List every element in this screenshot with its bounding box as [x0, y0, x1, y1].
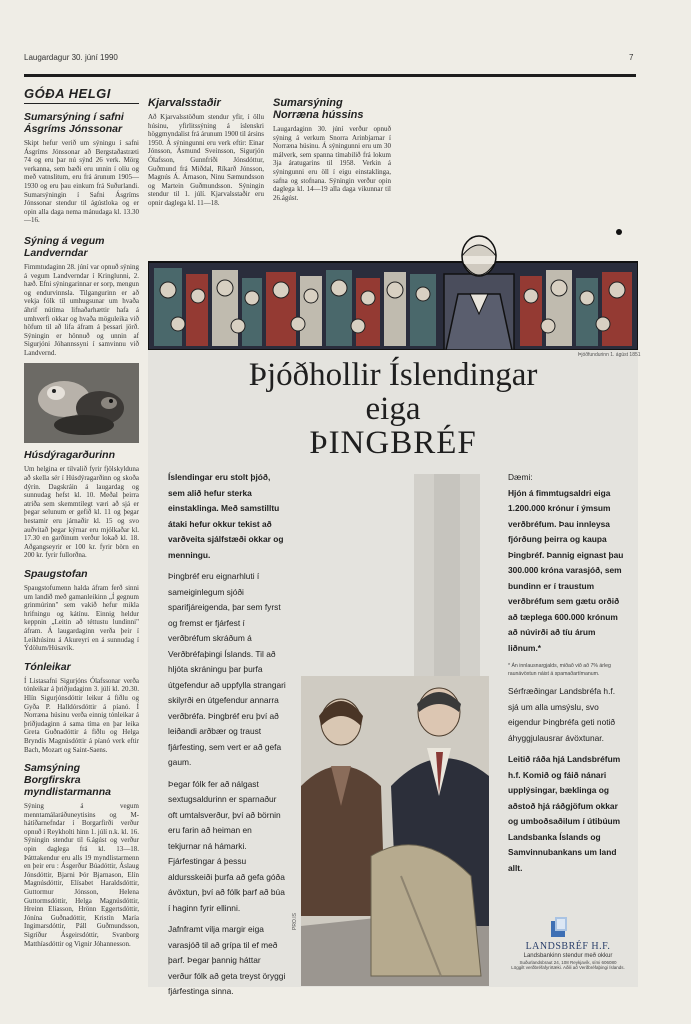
page-number: 7: [629, 53, 634, 62]
article-body-tonleikar: Í Listasafni Sigurjóns Ólafssonar verða tónleikar á þriðjudaginn 3. júlí kl. 20.30. Hlín Sigurjónsdóttir leikur á fiðlu og Gyða P. Halldórsdóttir á píanó. Í Norræna húsinu verða einnig tónleikar á þriðjudaginn á sama tíma en þar leika Greta Guðnadóttir á fiðlu og Helga Bryndís Magnúsdóttir á píanó verk eftir Bach, Mozart og Saint-Saens.: [24, 676, 139, 754]
article-title-landvernd: Sýning á vegum Landverndar: [24, 234, 105, 259]
landsbref-logo: [508, 941, 628, 970]
article-body-husdyragardur: Um helgina er tilvalið fyrir fjölskylduna að skella sér í Húsdýragarðinn og skoða dýrin. Dagskráin á laugardag og sunnudag hefst kl. 10. Meðal þeirra atriða sem skemmtilegt væri að sjá er þegar selunum er gefið kl. 11 og þegar hestamir eru járnaðir kl. 15 og svo auðvitað þegar kýrnar eru mjólkaðar kl. 17.30 en garðinum verður lokað kl. 18. Aðgangseyrir er 100 kr. fyrir börn en 200 kr. fyrir fullorðna.: [24, 465, 139, 560]
logo-tagline: Landsbankinn stendur með okkur: [523, 953, 613, 959]
article-title-tonleikar: Tónleikar: [24, 660, 71, 673]
logo-address: Suðurlandsbraut 24, 108 Reykjavík, sími 606080: [519, 960, 617, 965]
ad-footnote: * Án innlausnargjalds, miðað við að 7% árleg raunávöxtun náist á spamaðartímanum.: [508, 663, 611, 677]
left-column: [24, 86, 139, 948]
kjarvalsstadir-article: [148, 97, 264, 208]
ad-paragraph-3: Þegar fólk fer að nálgast sextugsaldurinn er sparnaður oft umtalsverður, því að börnin eru farin að heiman en tekjurnar ná hámarki. Fjárfestingar á þessu aldursskeiði þurfa að gefa góða ávöxtun, því að fólk þarf að búa í haginn fyrir ellinni.: [168, 778, 285, 913]
ad-example-label: Dæmi:: [508, 472, 533, 482]
ad-paragraph-2: Þingbréf eru eignarhluti í sameiginlegum sjóði sparifjáreigenda, þar sem fyrst og fremst er fjárfest í verðbréfum skráðum á Verðbréfaþingi Íslands. Til að hljóta skráningu þar þurfa útgefendur að uppfylla strangari skilyrði en útgefendur annarra verðbréfa. Þingbréf eru því að leiðandi arðbær og traust fjárfesting, sem vert er að gefa gaum.: [168, 571, 286, 767]
article-body-norraena: Laugardaginn 30. júní verður opnuð sýning á verkum Snorra Arinbjarnar í Norræna húsinu. Á sýningunni eru um 30 málverk, sem spanna tímabilið frá lokum 3ja áratugarins til 1958. Verkin á sýningunni eru öll í eigu einstaklinga, safna og stofnana. Sýningin verður opin daglega kl. 14—19 alla daga vikunnar til 26.ágúst.: [273, 125, 391, 202]
article-title-norraena: Sumarsýning Norræna hússins: [273, 97, 364, 121]
banner-title: GÓÐA HELGI: [24, 86, 111, 101]
ad-headline: [148, 358, 638, 460]
animal-photo: [24, 363, 139, 443]
article-body-spaugstofan: Spaugstofumenn halda áfram ferð sinni um landið með gamanleikinn „Í gegnum grinmúrinn" sem vakið hefur mikla hrifningu og kátínu. Einnig heldur keppnin „Leitin að téttustu lundinni" áfram. Á laugardaginn verða þeir í Leikhúsinu á Akureyri en á sunnudag í Ýdölum/Húsavík.: [24, 584, 139, 653]
side-credit: PRO.IS: [292, 913, 298, 930]
article-title-asgrims: Sumarsýning í safni Ásgríms Jónssonar: [24, 111, 124, 135]
ad-headline-line3: ÞINGBRÉF: [309, 425, 477, 461]
article-body-landvernd: Fimmtudaginn 28. júní var opnuð sýning á vegum Landverndar í Kringlunni, 2. hæð. Efni sýningarinnar er sorp, mengun og endurvinnsla. Tilgangurinn er að vekja fólk til umhugsunar um hvaða áhrif nútíma lifnaðarhættir hafa á umhverfi okkar og hvaða möguleika við höfum til að lifa áfram á þessari jörð. Sýningin er hönnuð og unnin af Sigurjóni Jóhannssyni í samvinnu við Landvernd.: [24, 262, 139, 357]
article-body-samsyning: Sýning á vegum menntamálaráðuneytisins og M-hátíðarnefndar í Borgarfirði verður opnuð í Reykholti hinn 1. júlí n.k. kl. 16. Sýningin stendur til 6.ágúst og verður opin daglega frá kl. 13—18. Þátttakendur eru alls 19 myndlistarmenn en þeir eru : Ásgerður Búadóttir, Áslaug Jónsdóttir, Bjarni Þór Bjarnason, Elín Magnúsdóttir, Elísabet Haraldsdóttir, Guttormur Jónsson, Helena Guttormsdóttir, Helga Magnúsdóttir, Hreinn Elíasson, Hrönn Eggertsdóttir, Jónína Guðnadóttir, Kristín María Ingimarsdóttir, Páll Guðmundsson, Sigríður Ásgeirsdóttir, Svanborg Matthíasdóttir og Vignir Jóhannesson.: [24, 802, 139, 948]
landsbref-logo-icon: [549, 917, 569, 939]
banner-box: [24, 86, 139, 104]
article-title-samsyning: Samsýning Borgfirskra myndlistarmanna: [24, 762, 111, 799]
header-date: Laugardagur 30. júní 1990: [24, 53, 118, 62]
logo-registration: Löggilt verðbréfafyrirtæki. Aðili að Verðbréfaþingi Íslands.: [511, 965, 625, 970]
article-body-kjarvalsstadir: Að Kjarvalsstöðum stendur yfir, í öllu húsinu, yfirlitssýning á íslenskri höggmyndalist frá árunum 1900 til ársins 1950. Á sýningunni eru verk eftir: Einar Jónsson, Ásmund Sveinsson, Sigurjón Ólafsson, Gunnfríði Jónsdóttur, Guðmund frá Miðdal, Ríkarð Jónsson, Magnús Á. Árnason, Ninu Sæmundsson og Martein Guðmundsson. Sýningin stendur til 1. júlí. Kjarvalsstaðir eru opnir daglega kl. 11—18.: [148, 113, 264, 207]
article-title-kjarvalsstadir: Kjarvalsstaðir: [148, 97, 221, 109]
article-body-asgrims: Skipt hefur verið um sýningu í safni Ásgríms Jónssonar að Bergstaðastræti 74 og eru þar nú sýnd 26 verk. Mörg verkanna, sem bæði eru unnin í olíu og með vatnslitum, eru frá árunum 1905—1930 og eru þau einkum frá Suðurlandi. Sumarsýningin í Safni Ásgríms Jónssonar stendur til ágústloka og er opin alla daga nema mánudaga kl. 13.30—16.: [24, 139, 139, 225]
ad-experts-text: Sérfræðingar Landsbréfa h.f. sjá um alla umsýslu, svo eigendur Þingbréfa geti notið áhyggjulausrar ávöxtunar.: [508, 686, 616, 743]
logo-name: LANDSBRÉF H.F.: [525, 941, 611, 952]
ad-headline-line1: Þjóðhollir Íslendingar: [248, 357, 538, 393]
ad-paragraph-4: Jafnframt vilja margir eiga varasjóð til að grípa til ef með þarf. Þegar þannig háttar verður fólk að geta treyst öryggi fjárfestinga sinna.: [168, 924, 286, 996]
ad-example-text: Hjón á fimmtugsaldri eiga 1.200.000 krónur í ýmsum verðbréfum. Þau innleysa fjórðung þeirra og kaupa Þingbréf. Þannig eignast þau 300.000 króna varasjóð, sem bundinn er í traustum verðbréfum sem gætu orðið að tæplega 600.000 krónum að núvirði að tíu árum liðnum.*: [508, 487, 624, 653]
article-title-spaugstofan: Spaugstofan: [24, 568, 88, 580]
article-title-husdyragardur: Húsdýragarðurinn: [24, 449, 116, 462]
norraena-article: [273, 97, 391, 202]
header-rule: [24, 74, 636, 77]
ad-text-column-2: [508, 470, 624, 882]
ad-text-column-1: [168, 470, 286, 1006]
ad-call-to-action: Leitið ráða hjá Landsbréfum h.f. Komið og fáið nánari upplýsingar, bæklinga og aðstoð hjá ráðgjöfum okkar og umboðsaðilum í útibúum Landsbanka Íslands og Samvinnubankans um land allt.: [508, 754, 621, 873]
mural-illustration: [148, 234, 638, 350]
mural-caption: Þjóðfundurinn 1. ágúst 1851: [578, 352, 641, 358]
couple-photo: [301, 676, 489, 986]
ad-headline-line2: eiga: [365, 391, 421, 427]
ad-paragraph-1: Íslendingar eru stolt þjóð, sem alið hefur sterka einstaklinga. Með samstilltu átaki hefur okkur tekist að varðveita sjálfstæði okkar og menningu.: [168, 472, 284, 560]
